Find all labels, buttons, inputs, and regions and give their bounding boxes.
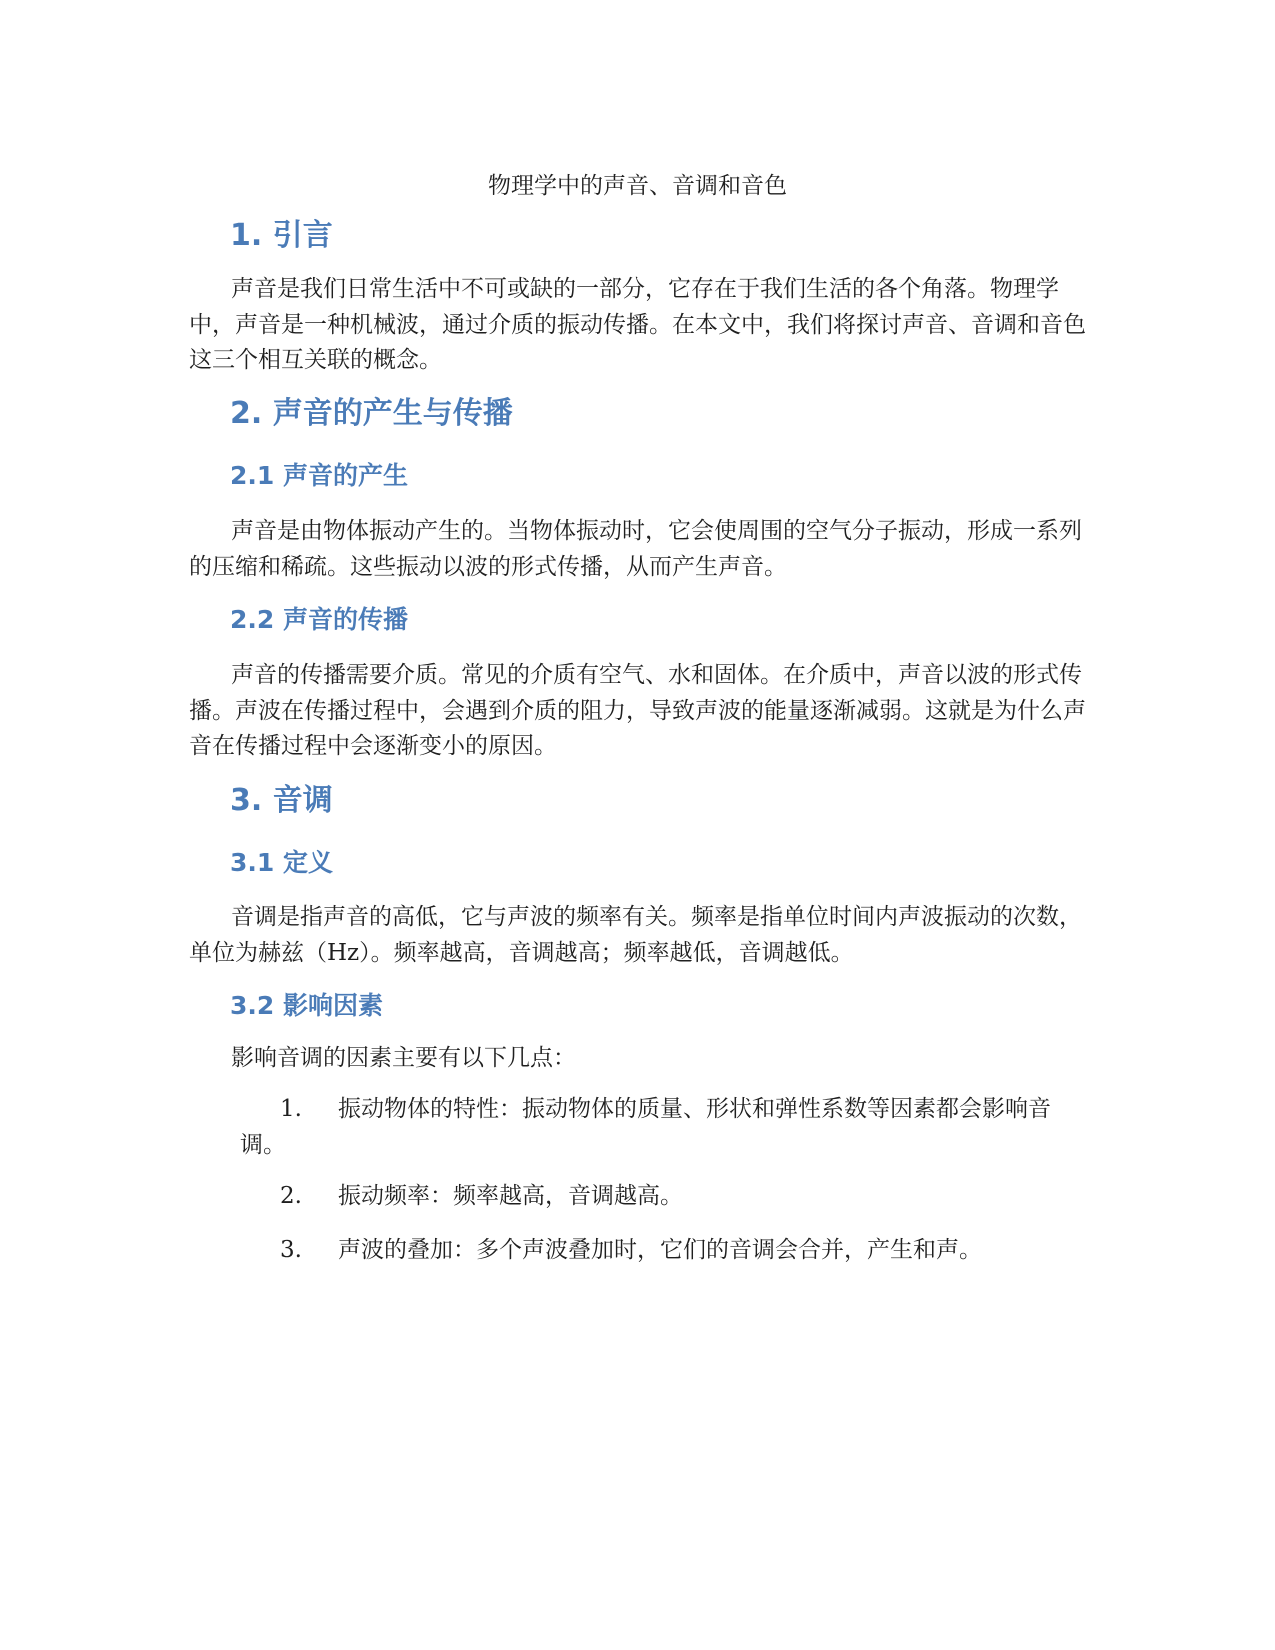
paragraph-introduction: 声音是我们日常生活中不可或缺的一部分，它存在于我们生活的各个角落。物理学中，声音是一种机械波，通过介质的振动传播。在本文中，我们将探讨声音、音调和音色这三个相互关联的概念。 <box>189 276 1086 373</box>
paragraph-factors-intro: 影响音调的因素主要有以下几点： <box>231 1045 576 1071</box>
list-item <box>240 1092 1090 1163</box>
paragraph-sound-production: 声音是由物体振动产生的。当物体振动时，它会使周围的空气分子振动，形成一系列的压缩和稀疏。这些振动以波的形式传播，从而产生声音。 <box>189 518 1082 580</box>
subsection-heading-sound-production: 2.1 声音的产生 <box>230 461 408 490</box>
list-number: 3. <box>280 1237 302 1263</box>
list-number: 2. <box>280 1183 302 1209</box>
paragraph-sound-propagation: 声音的传播需要介质。常见的介质有空气、水和固体。在介质中，声音以波的形式传播。声波在传播过程中，会遇到介质的阻力，导致声波的能量逐渐减弱。这就是为什么声音在传播过程中会逐渐变小的原因。 <box>189 662 1086 759</box>
list-number: 1. <box>280 1096 302 1122</box>
subsection-heading-definition: 3.1 定义 <box>230 848 333 877</box>
subsection-heading-influencing-factors: 3.2 影响因素 <box>230 991 383 1020</box>
list-item-text: 振动物体的特性：振动物体的质量、形状和弹性系数等因素都会影响音调。 <box>240 1096 1051 1158</box>
document-title: 物理学中的声音、音调和音色 <box>488 173 787 199</box>
paragraph-pitch-definition: 音调是指声音的高低，它与声波的频率有关。频率是指单位时间内声波振动的次数，单位为赫兹（Hz）。频率越高，音调越高；频率越低，音调越低。 <box>189 904 1082 966</box>
list-item-text: 声波的叠加：多个声波叠加时，它们的音调会合并，产生和声。 <box>338 1237 982 1263</box>
list-item-text: 振动频率：频率越高，音调越高。 <box>338 1183 683 1209</box>
list-item <box>240 1179 1090 1215</box>
subsection-heading-sound-propagation: 2.2 声音的传播 <box>230 605 408 634</box>
section-heading-pitch: 3. 音调 <box>230 783 333 818</box>
list-item <box>240 1233 1090 1269</box>
section-heading-introduction: 1. 引言 <box>230 218 333 253</box>
section-heading-sound-production-propagation: 2. 声音的产生与传播 <box>230 396 513 431</box>
